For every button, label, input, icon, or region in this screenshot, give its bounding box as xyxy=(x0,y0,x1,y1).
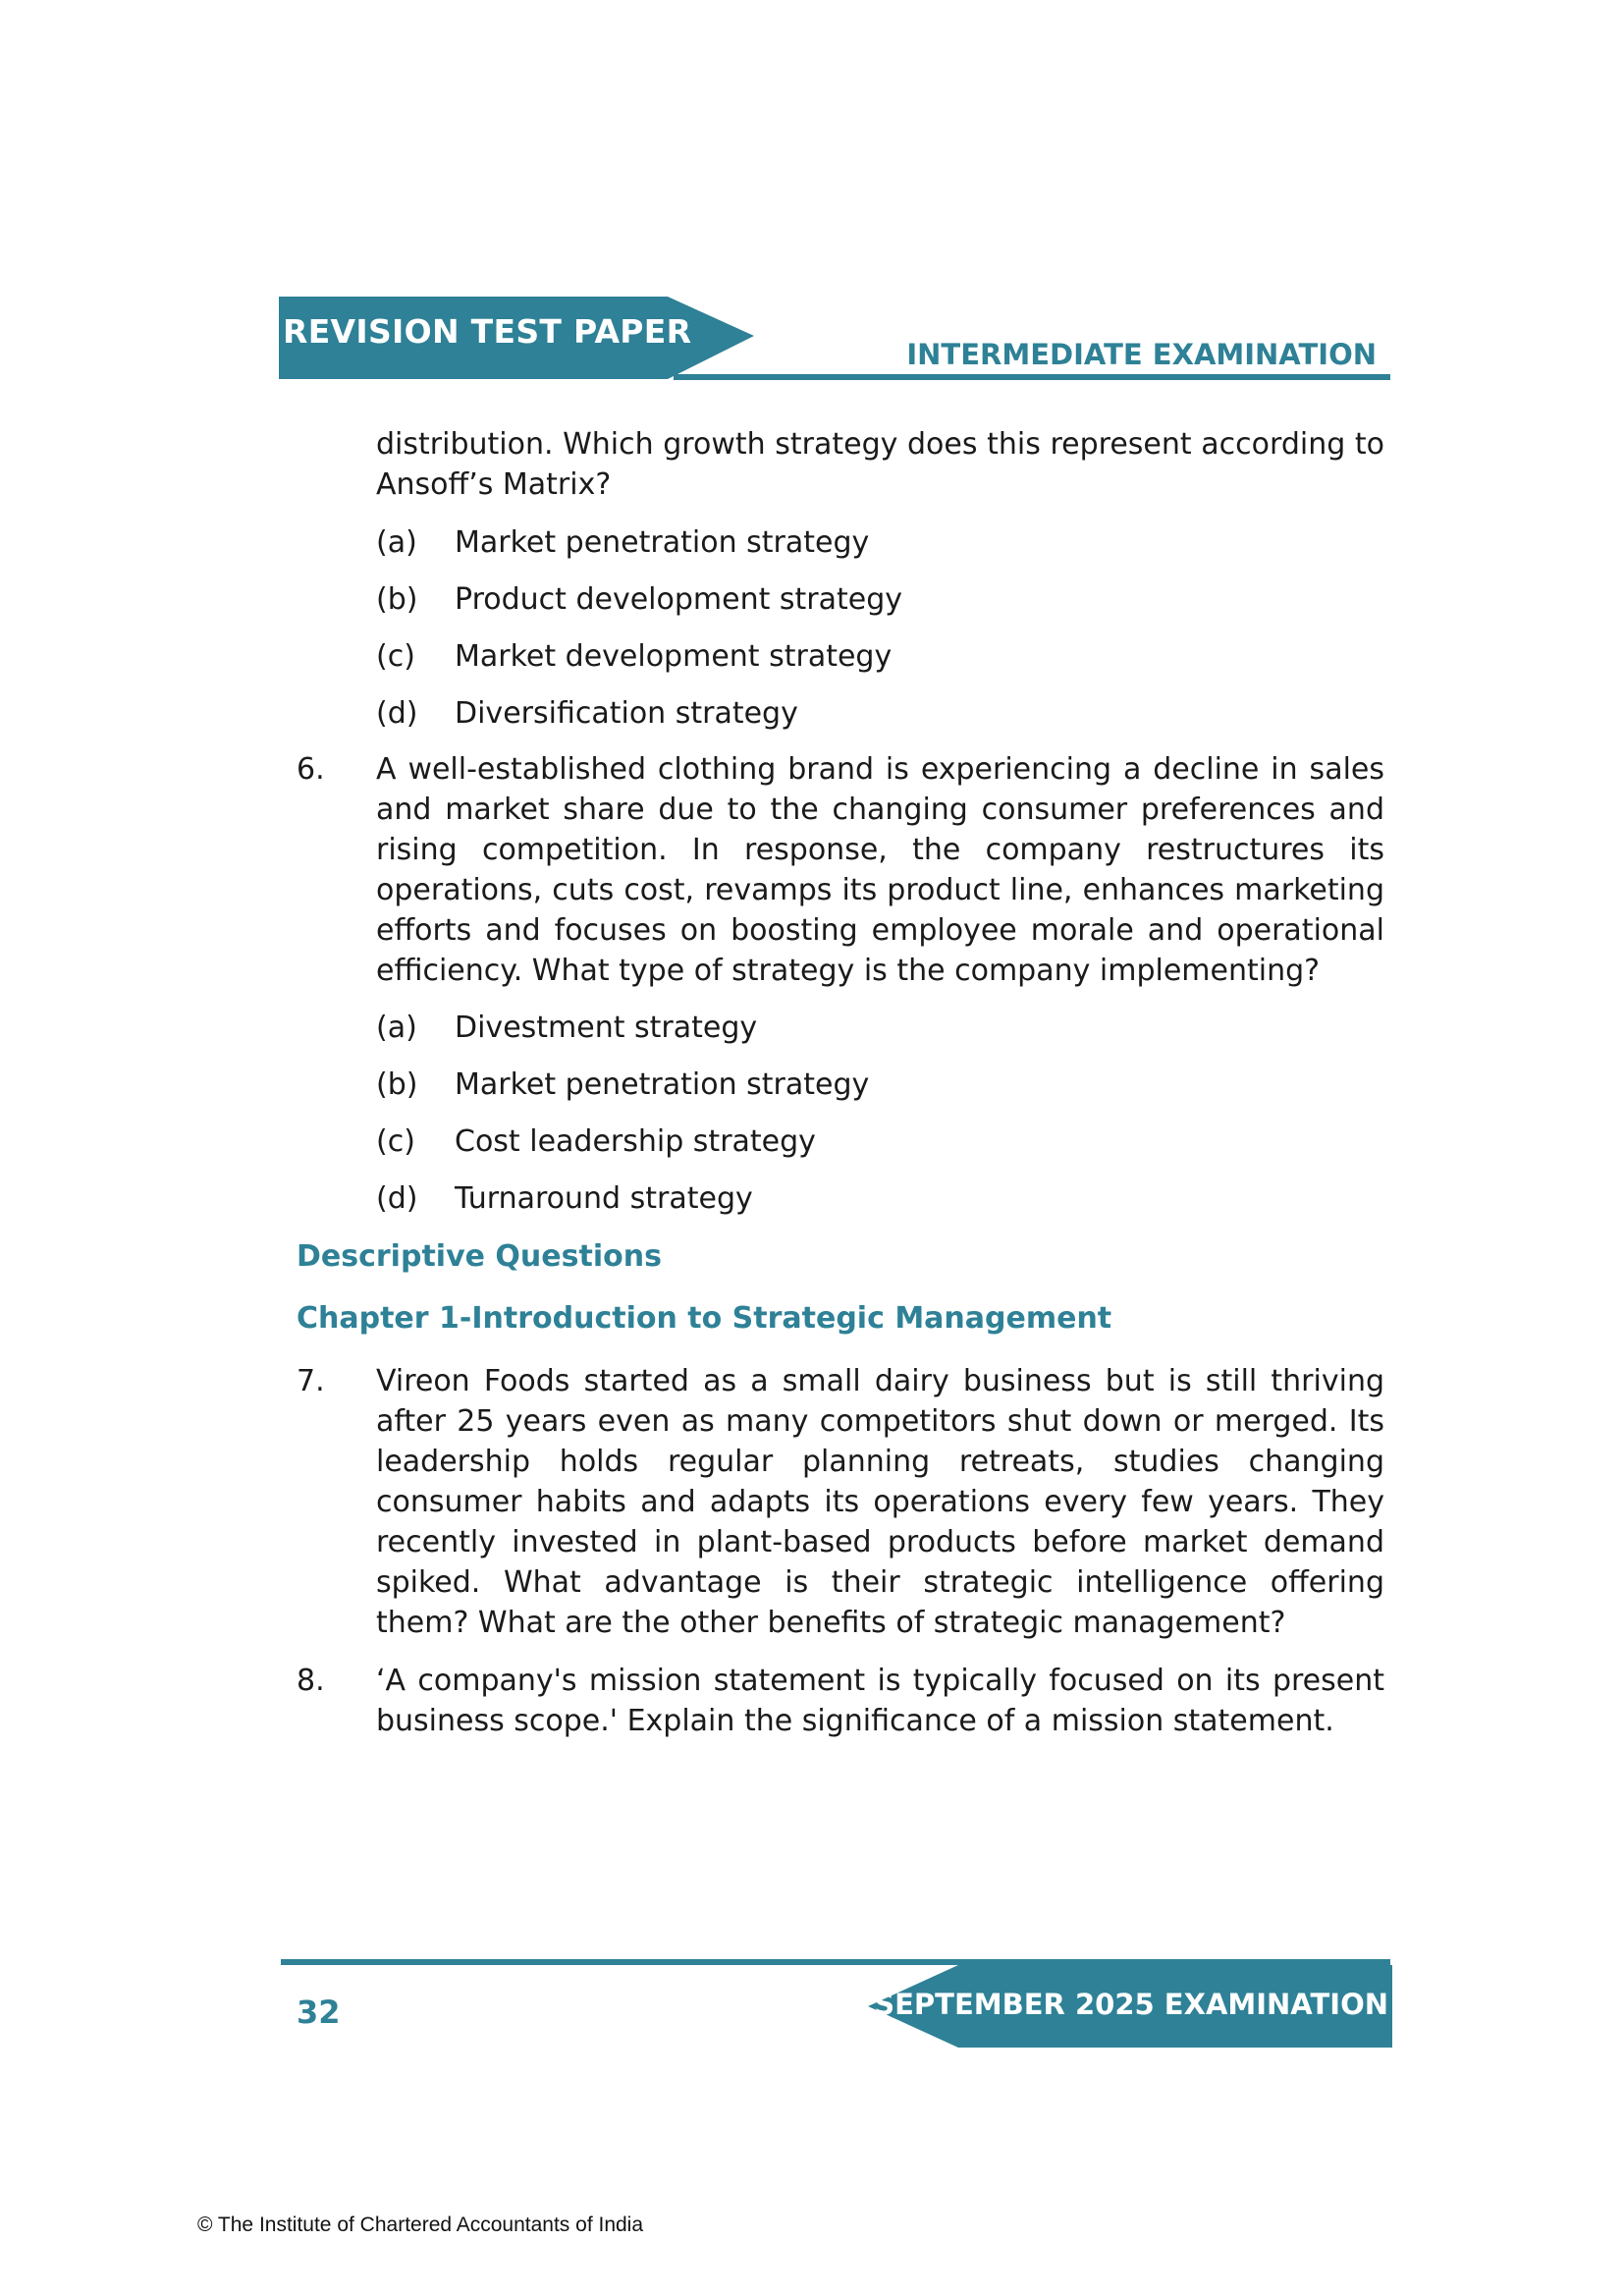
footer-right-title: SEPTEMBER 2025 EXAMINATION xyxy=(874,1988,1388,2021)
header-rule xyxy=(674,374,1390,380)
option-text: Market penetration strategy xyxy=(455,1067,870,1102)
option-text: Turnaround strategy xyxy=(455,1181,753,1216)
option-letter: (b) xyxy=(376,582,418,617)
option-letter: (c) xyxy=(376,1124,415,1159)
copyright-notice: © The Institute of Chartered Accountants of India xyxy=(197,2214,644,2236)
option-text: Product development strategy xyxy=(455,582,903,617)
option-text: Divestment strategy xyxy=(455,1011,758,1045)
option-text: Market penetration strategy xyxy=(455,525,870,560)
question-text: ‘A company's mission statement is typically focused on its present business scope.' Explain the significance of a mission statement. xyxy=(376,1664,1384,1738)
option-text: Market development strategy xyxy=(455,639,893,674)
option-text: Diversification strategy xyxy=(455,696,798,731)
chapter-heading: Chapter 1-Introduction to Strategic Management xyxy=(297,1301,1112,1336)
option-text: Cost leadership strategy xyxy=(455,1124,816,1159)
header-left-title: REVISION TEST PAPER xyxy=(283,312,692,351)
section-heading: Descriptive Questions xyxy=(297,1239,662,1274)
option-letter: (b) xyxy=(376,1067,418,1102)
option-letter: (d) xyxy=(376,1181,418,1216)
question-number: 7. xyxy=(297,1364,325,1398)
continuation-text: distribution. Which growth strategy does this represent according to Ansoff’s Matrix? xyxy=(376,427,1384,502)
option-letter: (c) xyxy=(376,639,415,674)
question-number: 8. xyxy=(297,1664,325,1698)
question-text: A well-established clothing brand is experiencing a decline in sales and market share due to the changing consumer preferences and rising competition. In response, the company restructures its operations, cuts cost, revamps its product line, enhances marketing efforts and focuses on boosting employee morale and operational efficiency. What type of strategy is the company implementing? xyxy=(376,752,1384,988)
option-letter: (a) xyxy=(376,525,417,560)
header-right-title: INTERMEDIATE EXAMINATION xyxy=(906,338,1377,371)
option-letter: (a) xyxy=(376,1011,417,1045)
page-number: 32 xyxy=(297,1994,341,2031)
question-text: Vireon Foods started as a small dairy business but is still thriving after 25 years even as many competitors shut down or merged. Its leadership holds regular planning retreats, studies changing consumer habits and adapts its operations every few years. They recently invested in plant-based products before market demand spiked. What advantage is their strategic intelligence offering them? What are the other benefits of strategic management? xyxy=(376,1364,1384,1640)
option-letter: (d) xyxy=(376,696,418,731)
question-number: 6. xyxy=(297,752,325,787)
